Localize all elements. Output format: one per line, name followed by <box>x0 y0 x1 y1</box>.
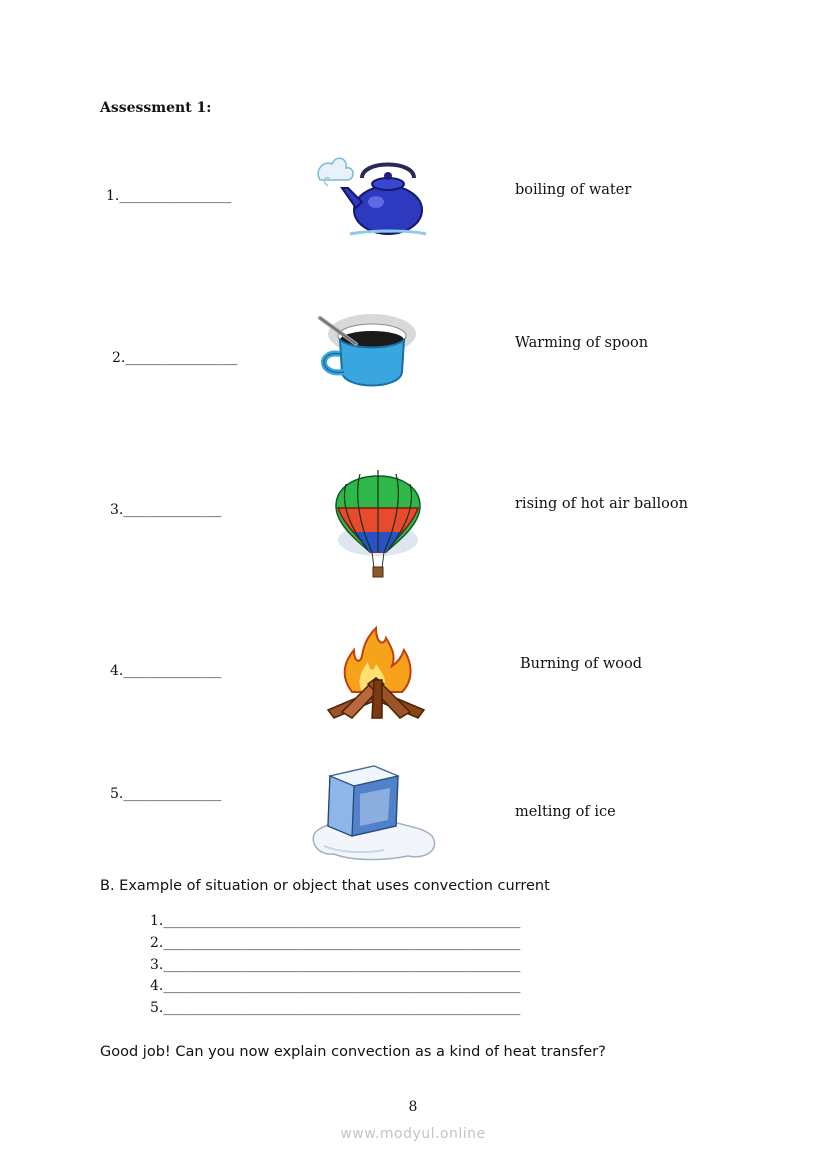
cup-with-spoon-icon <box>312 310 424 394</box>
watermark: www.modyul.online <box>340 1126 486 1142</box>
section-b-line-1: 1.___________________________________________________ <box>150 913 521 929</box>
item-3-blank: 3.______________ <box>110 502 222 518</box>
section-b-heading: B. Example of situation or object that uses convection current <box>100 878 550 894</box>
item-3-description: rising of hot air balloon <box>515 496 688 512</box>
page-number: 8 <box>408 1099 418 1115</box>
section-b-line-5: 5.___________________________________________________ <box>150 1000 521 1016</box>
item-5-blank: 5.______________ <box>110 786 222 802</box>
section-b-line-3: 3.___________________________________________________ <box>150 957 521 973</box>
section-b-line-4: 4.___________________________________________________ <box>150 978 521 994</box>
section-b-line-2: 2.___________________________________________________ <box>150 935 521 951</box>
item-1-blank: 1.________________ <box>106 188 232 204</box>
campfire-icon <box>322 626 430 720</box>
item-2-blank: 2.________________ <box>112 350 238 366</box>
closing-question: Good job! Can you now explain convection as a kind of heat transfer? <box>100 1044 606 1060</box>
assessment-title: Assessment 1: <box>100 100 212 116</box>
ice-cube-icon <box>304 760 440 866</box>
item-5-description: melting of ice <box>515 804 616 820</box>
item-4-description: Burning of wood <box>520 656 642 672</box>
item-4-blank: 4.______________ <box>110 663 222 679</box>
item-1-description: boiling of water <box>515 182 632 198</box>
hot-air-balloon-icon <box>330 466 426 582</box>
item-2-description: Warming of spoon <box>515 335 649 351</box>
kettle-icon <box>310 152 430 238</box>
